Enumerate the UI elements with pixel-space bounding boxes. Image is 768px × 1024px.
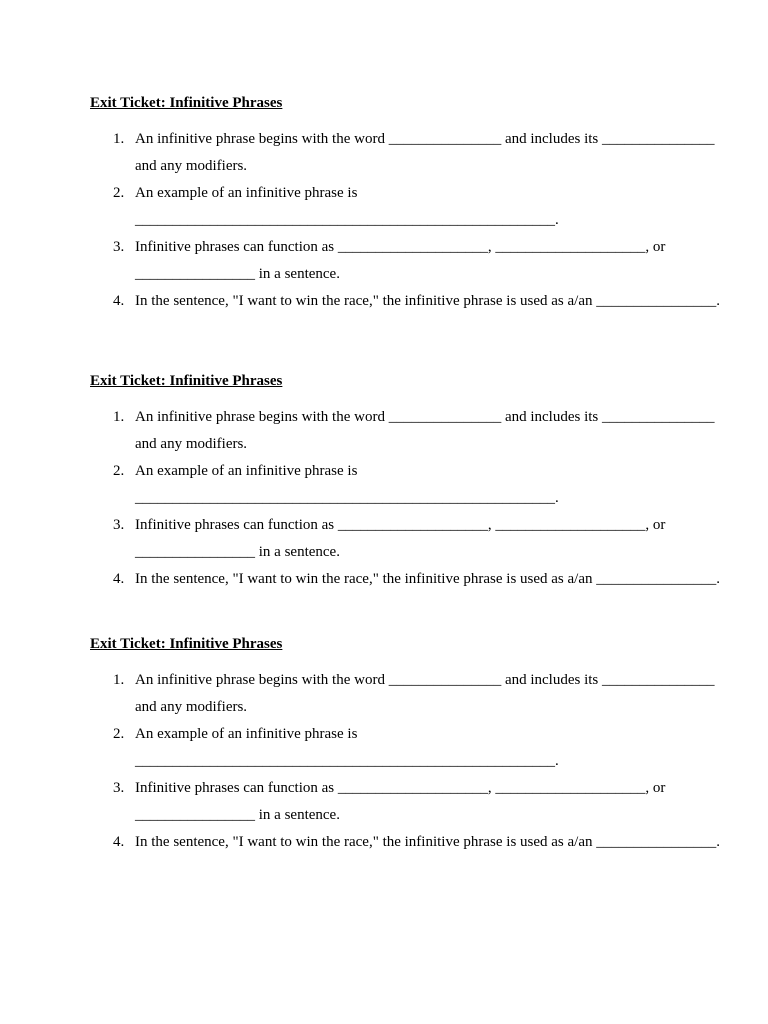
question-text-line: ________________ in a sentence. xyxy=(135,266,340,282)
question-text-line: and any modifiers. xyxy=(135,158,248,174)
question-text-line: ________________ in a sentence. xyxy=(135,544,340,560)
question-number: 1. xyxy=(113,131,125,147)
question-text-line: An example of an infinitive phrase is xyxy=(135,463,358,479)
question-text-line: An example of an infinitive phrase is xyxy=(135,185,358,201)
question-text-line: In the sentence, "I want to win the race," the infinitive phrase is used as a/an ________________. xyxy=(135,834,721,850)
question-number: 4. xyxy=(113,571,125,587)
question-text-line: Infinitive phrases can function as ____________________, ____________________, or xyxy=(135,517,666,533)
question-2 xyxy=(90,180,750,234)
question-3 xyxy=(90,775,750,829)
question-text-line: An infinitive phrase begins with the word _______________ and includes its _______________ xyxy=(135,409,715,425)
exit-ticket-1 xyxy=(90,94,750,315)
question-text-line: An example of an infinitive phrase is xyxy=(135,726,358,742)
answer-blank-line: ________________________________________________________. xyxy=(135,753,559,769)
question-text-line: An infinitive phrase begins with the word _______________ and includes its _______________ xyxy=(135,672,715,688)
question-4 xyxy=(90,566,750,593)
question-text-line: Infinitive phrases can function as ____________________, ____________________, or xyxy=(135,780,666,796)
question-1 xyxy=(90,404,750,458)
question-1 xyxy=(90,667,750,721)
question-number: 1. xyxy=(113,409,125,425)
ticket-title: Exit Ticket: Infinitive Phrases xyxy=(90,373,283,389)
question-text-line: and any modifiers. xyxy=(135,436,248,452)
question-list xyxy=(90,404,750,593)
answer-blank-line: ________________________________________________________. xyxy=(135,490,559,506)
question-number: 2. xyxy=(113,185,125,201)
ticket-title: Exit Ticket: Infinitive Phrases xyxy=(90,636,283,652)
exit-ticket-2 xyxy=(90,372,750,593)
question-list xyxy=(90,667,750,856)
question-number: 3. xyxy=(113,780,125,796)
question-number: 4. xyxy=(113,834,125,850)
question-1 xyxy=(90,126,750,180)
question-3 xyxy=(90,234,750,288)
question-number: 3. xyxy=(113,517,125,533)
question-number: 3. xyxy=(113,239,125,255)
answer-blank-line: ________________________________________________________. xyxy=(135,212,559,228)
question-number: 2. xyxy=(113,726,125,742)
question-2 xyxy=(90,458,750,512)
question-text-line: An infinitive phrase begins with the word _______________ and includes its _______________ xyxy=(135,131,715,147)
exit-ticket-3 xyxy=(90,635,750,856)
question-number: 1. xyxy=(113,672,125,688)
question-number: 4. xyxy=(113,293,125,309)
ticket-title: Exit Ticket: Infinitive Phrases xyxy=(90,95,283,111)
question-text-line: In the sentence, "I want to win the race," the infinitive phrase is used as a/an ________________. xyxy=(135,571,721,587)
question-3 xyxy=(90,512,750,566)
question-text-line: In the sentence, "I want to win the race," the infinitive phrase is used as a/an ________________. xyxy=(135,293,721,309)
question-text-line: ________________ in a sentence. xyxy=(135,807,340,823)
question-list xyxy=(90,126,750,315)
question-text-line: Infinitive phrases can function as ____________________, ____________________, or xyxy=(135,239,666,255)
question-number: 2. xyxy=(113,463,125,479)
question-text-line: and any modifiers. xyxy=(135,699,248,715)
question-4 xyxy=(90,829,750,856)
question-4 xyxy=(90,288,750,315)
question-2 xyxy=(90,721,750,775)
